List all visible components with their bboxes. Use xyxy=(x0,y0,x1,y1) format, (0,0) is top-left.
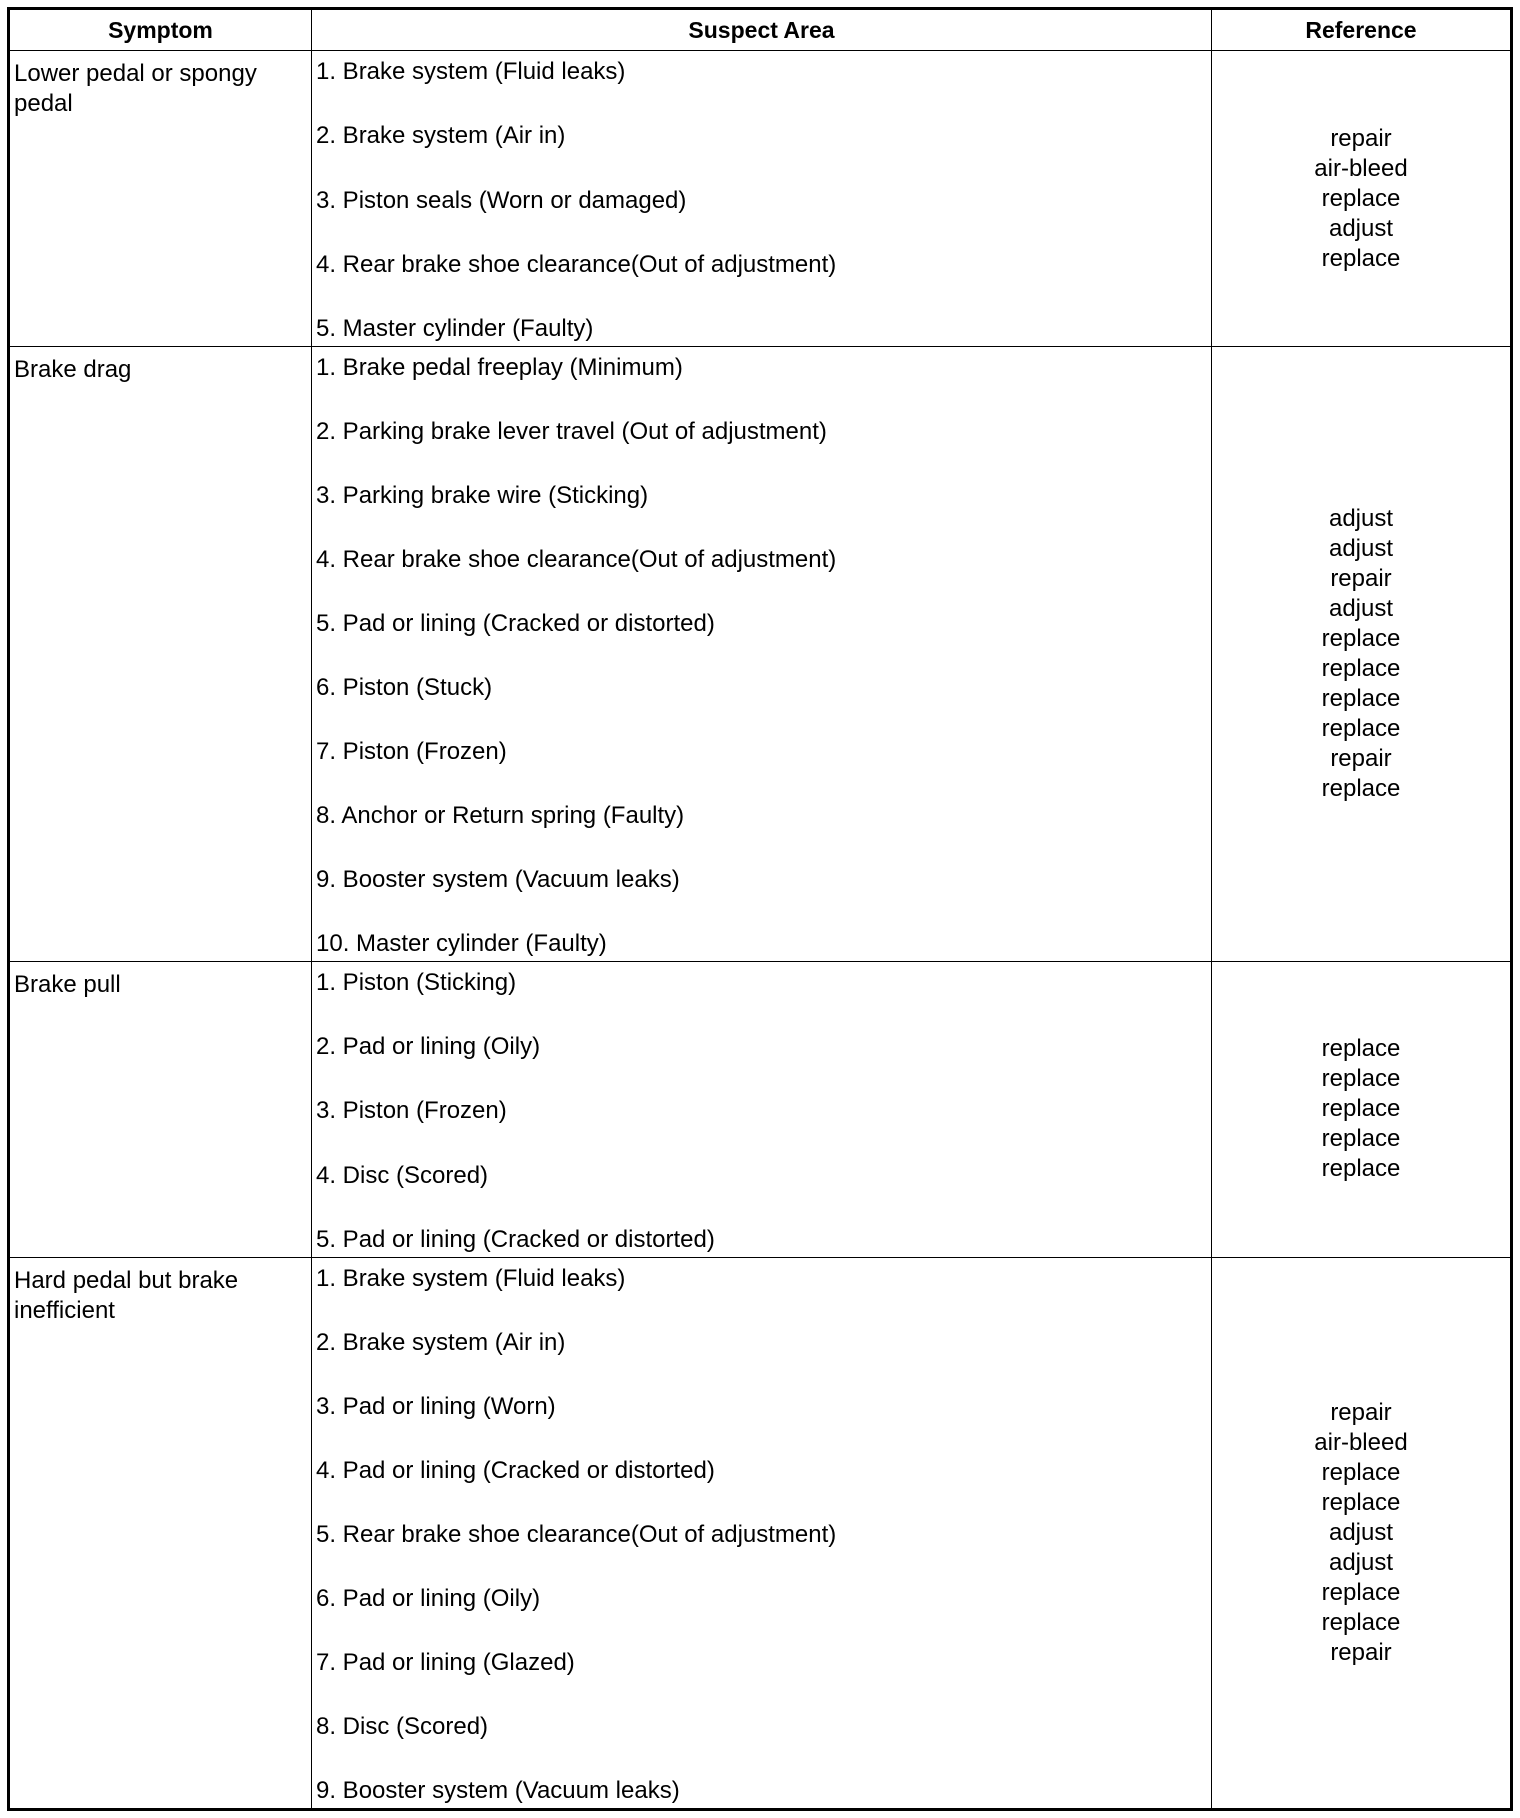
suspect-area-item: 2. Brake system (Air in) xyxy=(316,1329,566,1357)
reference-item: replace xyxy=(1321,1065,1401,1093)
reference-item: replace xyxy=(1321,244,1401,272)
brake-troubleshooting-table xyxy=(9,9,1511,1809)
suspect-area-item: 8. Anchor or Return spring (Faulty) xyxy=(316,801,685,829)
reference-item: air-bleed xyxy=(1314,1429,1408,1457)
suspect-area-item: 3. Parking brake wire (Sticking) xyxy=(316,482,649,510)
reference-item: replace xyxy=(1321,655,1401,683)
suspect-area-item: 2. Pad or lining (Oily) xyxy=(316,1033,541,1061)
suspect-area-item: 2. Brake system (Air in) xyxy=(316,122,566,150)
suspect-area-item: 1. Brake system (Fluid leaks) xyxy=(316,58,626,85)
reference-list xyxy=(1212,1398,1510,1668)
suspect-area-cell xyxy=(312,1258,1212,1809)
reference-item: adjust xyxy=(1328,1549,1394,1577)
table-row xyxy=(10,51,1511,347)
troubleshooting-table-page xyxy=(7,7,1513,1811)
symptom-cell xyxy=(10,347,312,962)
reference-item: replace xyxy=(1321,1579,1401,1607)
table-body xyxy=(10,51,1511,1809)
suspect-area-item: 5. Master cylinder (Faulty) xyxy=(316,315,594,343)
reference-list xyxy=(1212,504,1510,804)
reference-list xyxy=(1212,1034,1510,1184)
reference-item: replace xyxy=(1321,715,1401,743)
reference-cell xyxy=(1212,51,1511,347)
suspect-area-list xyxy=(312,347,1211,961)
table-header-row xyxy=(10,10,1511,51)
reference-item: repair xyxy=(1330,745,1392,773)
reference-item: replace xyxy=(1321,685,1401,713)
reference-item: adjust xyxy=(1328,214,1394,242)
symptom-cell xyxy=(10,1258,312,1809)
table-row xyxy=(10,961,1511,1257)
suspect-area-item: 4. Rear brake shoe clearance(Out of adjustment) xyxy=(316,546,837,574)
suspect-area-item: 2. Parking brake lever travel (Out of adjustment) xyxy=(316,418,827,446)
reference-item: adjust xyxy=(1328,595,1394,623)
reference-item: adjust xyxy=(1328,535,1394,563)
header-reference: Reference xyxy=(1212,10,1511,51)
reference-item: replace xyxy=(1321,184,1401,212)
suspect-area-item: 4. Pad or lining (Cracked or distorted) xyxy=(316,1457,715,1485)
table-row xyxy=(10,1258,1511,1809)
suspect-area-list xyxy=(312,51,1211,346)
suspect-area-item: 3. Piston (Frozen) xyxy=(316,1097,507,1125)
reference-list xyxy=(1212,124,1510,274)
reference-cell xyxy=(1212,1258,1511,1809)
suspect-area-item: 3. Pad or lining (Worn) xyxy=(316,1393,556,1421)
suspect-area-item: 4. Disc (Scored) xyxy=(316,1161,489,1189)
reference-item: replace xyxy=(1321,625,1401,653)
reference-item: repair xyxy=(1330,565,1392,593)
header-symptom: Symptom xyxy=(10,10,312,51)
reference-item: replace xyxy=(1321,775,1401,803)
suspect-area-item: 1. Piston (Sticking) xyxy=(316,968,517,996)
symptom-cell xyxy=(10,961,312,1257)
reference-item: repair xyxy=(1330,124,1392,152)
suspect-area-item: 1. Brake pedal freeplay (Minimum) xyxy=(316,354,683,382)
suspect-area-item: 10. Master cylinder (Faulty) xyxy=(316,929,607,957)
suspect-area-item: 1. Brake system (Fluid leaks) xyxy=(316,1265,626,1293)
suspect-area-item: 9. Booster system (Vacuum leaks) xyxy=(316,865,680,893)
suspect-area-list xyxy=(312,962,1211,1257)
reference-item: repair xyxy=(1330,1639,1392,1667)
suspect-area-item: 5. Pad or lining (Cracked or distorted) xyxy=(316,610,715,638)
suspect-area-item: 5. Pad or lining (Cracked or distorted) xyxy=(316,1226,715,1254)
reference-item: repair xyxy=(1330,1399,1392,1427)
suspect-area-item: 6. Piston (Stuck) xyxy=(316,673,493,701)
reference-cell xyxy=(1212,347,1511,962)
reference-item: replace xyxy=(1321,1095,1401,1123)
reference-item: replace xyxy=(1321,1459,1401,1487)
suspect-area-item: 5. Rear brake shoe clearance(Out of adjustment) xyxy=(316,1521,837,1549)
table-row xyxy=(10,347,1511,962)
reference-item: adjust xyxy=(1328,1519,1394,1547)
suspect-area-cell xyxy=(312,51,1212,347)
suspect-area-cell xyxy=(312,961,1212,1257)
symptom-text: Hard pedal but brake inefficient xyxy=(14,1267,239,1325)
reference-item: replace xyxy=(1321,1155,1401,1183)
suspect-area-item: 8. Disc (Scored) xyxy=(316,1712,489,1740)
suspect-area-item: 6. Pad or lining (Oily) xyxy=(316,1585,541,1612)
suspect-area-list xyxy=(312,1258,1211,1808)
reference-item: replace xyxy=(1321,1125,1401,1153)
suspect-area-item: 7. Pad or lining (Glazed) xyxy=(316,1648,575,1676)
header-suspect-area: Suspect Area xyxy=(312,10,1212,51)
suspect-area-item: 7. Piston (Frozen) xyxy=(316,737,507,765)
reference-item: air-bleed xyxy=(1314,154,1408,182)
symptom-cell xyxy=(10,51,312,347)
suspect-area-item: 4. Rear brake shoe clearance(Out of adjustment) xyxy=(316,250,837,278)
symptom-text: Brake pull xyxy=(14,970,121,998)
suspect-area-cell xyxy=(312,347,1212,962)
reference-cell xyxy=(1212,961,1511,1257)
reference-item: replace xyxy=(1321,1489,1401,1517)
symptom-text: Lower pedal or spongy pedal xyxy=(14,60,257,117)
reference-item: adjust xyxy=(1328,505,1394,533)
suspect-area-item: 3. Piston seals (Worn or damaged) xyxy=(316,186,687,214)
reference-item: replace xyxy=(1321,1609,1401,1637)
reference-item: replace xyxy=(1321,1035,1401,1063)
suspect-area-item: 9. Booster system (Vacuum leaks) xyxy=(316,1776,680,1804)
symptom-text: Brake drag xyxy=(14,356,132,384)
